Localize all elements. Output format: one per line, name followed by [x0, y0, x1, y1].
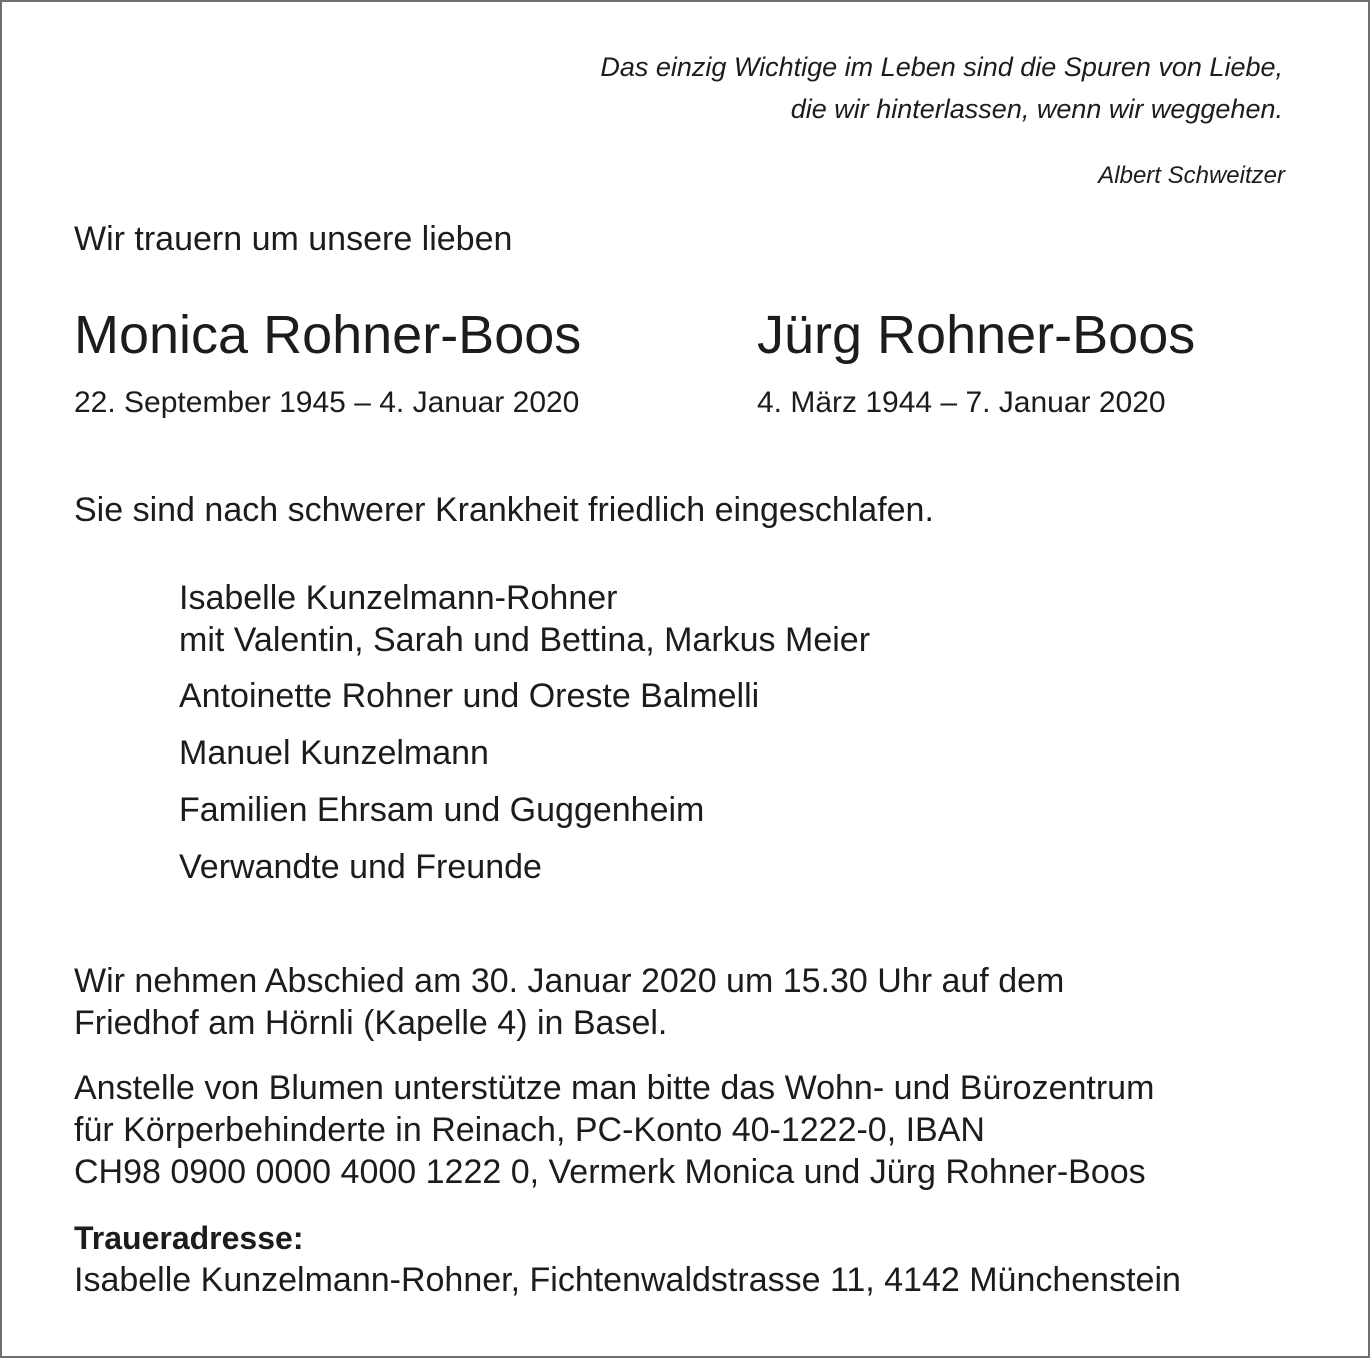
- address-label: Traueradresse:: [74, 1220, 304, 1256]
- deceased-name: Monica Rohner-Boos: [74, 305, 582, 365]
- deceased-dates: 4. März 1944 – 7. Januar 2020: [757, 386, 1166, 419]
- mourner-entry: Manuel Kunzelmann: [179, 734, 489, 772]
- quote-line: Das einzig Wichtige im Leben sind die Spuren von Liebe,: [600, 52, 1283, 82]
- mourner-entry: Verwandte und Freunde: [179, 848, 542, 886]
- farewell-text: [74, 960, 1064, 1044]
- mourner-line: Isabelle Kunzelmann-Rohner: [179, 579, 618, 617]
- donation-line: Anstelle von Blumen unterstütze man bitte das Wohn- und Bürozentrum: [74, 1069, 1155, 1107]
- farewell-line: Wir nehmen Abschied am 30. Januar 2020 um 15.30 Uhr auf dem: [74, 962, 1065, 1000]
- farewell-line: Friedhof am Hörnli (Kapelle 4) in Basel.: [74, 1004, 668, 1042]
- mourner-entry: [179, 577, 870, 661]
- deceased-dates: 22. September 1945 – 4. Januar 2020: [74, 386, 580, 419]
- mourner-entry: Antoinette Rohner und Oreste Balmelli: [179, 677, 760, 715]
- intro-text: Wir trauern um unsere lieben: [74, 220, 513, 258]
- donation-line: für Körperbehinderte in Reinach, PC-Konto 40-1222-0, IBAN: [74, 1111, 985, 1149]
- deceased-name: Jürg Rohner-Boos: [757, 305, 1196, 365]
- donation-line: CH98 0900 0000 4000 1222 0, Vermerk Monica und Jürg Rohner-Boos: [74, 1153, 1146, 1191]
- mourner-line: mit Valentin, Sarah und Bettina, Markus Meier: [179, 621, 871, 659]
- quote: [600, 46, 1283, 130]
- quote-author: Albert Schweitzer: [1098, 162, 1285, 189]
- statement: Sie sind nach schwerer Krankheit friedlich eingeschlafen.: [74, 491, 934, 529]
- quote-line: die wir hinterlassen, wenn wir weggehen.: [790, 94, 1283, 124]
- address-value: Isabelle Kunzelmann-Rohner, Fichtenwaldstrasse 11, 4142 Münchenstein: [74, 1261, 1181, 1299]
- mourning-address: [74, 1217, 1181, 1301]
- donation-text: [74, 1067, 1154, 1193]
- mourner-entry: Familien Ehrsam und Guggenheim: [179, 791, 705, 829]
